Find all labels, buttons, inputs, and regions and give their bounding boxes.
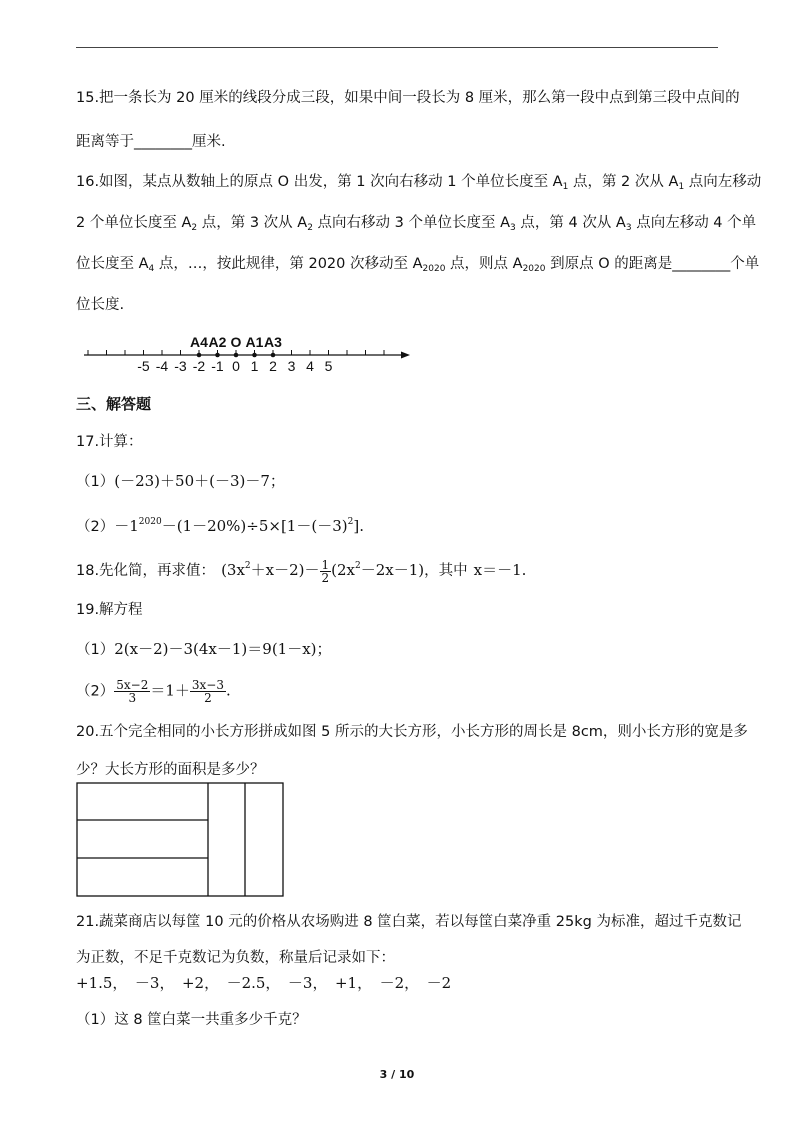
axis-arrow [401,352,410,359]
point-label: A2 [208,334,227,350]
q15-line1: 15.把一条长为 20 厘米的线段分成三段，如果中间一段长为 8 厘米，那么第一段中点到第三段中点间的 [76,90,740,106]
answer-blank: ________ [672,256,731,272]
q20-line1: 20.五个完全相同的小长方形拼成如图 5 所示的大长方形，小长方形的周长是 8cm，则小长方形的宽是多 [76,724,748,740]
point-label: A1 [245,334,264,350]
tick-label: -2 [192,358,206,374]
q16-line2: 2 个单位长度至 $A_2$ 点，第 3 次从 $A_2$ 点向右移动 3 个单位长度至 $A_3$ 点，第 4 次从 $A_3$ 点向左移动 4 个单 [76,215,757,233]
point-dot [197,353,202,358]
q19-part1: （1）2(x－2)－3(4x－1)＝9(1－x)； [76,640,332,658]
q18-line: 18.先化简，再求值： $(3x^2+x-2)-$ $\frac{1}{2}$ $(2x^2-2x-1)$，其中 x＝－1. [76,557,527,585]
q21-line2: 为正数，不足千克数记为负数，称量后记录如下： [76,950,395,966]
tick-label: 5 [324,358,333,374]
header-rule [76,47,718,48]
point-label: A3 [264,334,282,350]
q17-title: 17.计算： [76,434,143,450]
q17-part1: （1）(－23)＋50＋(－3)－7； [76,472,285,490]
fraction: $\frac{1}{2}$ [321,557,330,585]
point-dot [271,353,276,358]
tick-label: -1 [211,358,224,374]
q21-line1: 21.蔬菜商店以每筐 10 元的价格从农场购进 8 筐白菜，若以每筐白菜净重 25kg 为标准，超过千克数记 [76,914,742,930]
answer-blank: ________ [134,134,192,150]
point-dot [252,353,257,358]
tick-label: -3 [174,358,187,374]
q21-values: +1.5， －3， +2， －2.5， －3， +1， －2， －2 [76,974,452,992]
tick-label: 4 [306,358,314,374]
big-rectangle [77,783,283,896]
rectangles-figure [76,782,286,898]
tick-label: -5 [137,358,150,374]
tick-label: 1 [250,358,259,374]
point-label: A4 [190,334,208,350]
q19-part2: （2） $\frac{5x-2}{3}$ ＝1＋ $\frac{3x-3}{2}$ . [76,678,231,705]
tick-label: -4 [155,358,169,374]
q20-line2: 少？大长方形的面积是多少？ [76,762,265,778]
page-number: 3 / 10 [379,1068,415,1081]
point-label: O [230,334,242,350]
point-dot [234,353,239,358]
fraction: $\frac{3x-3}{2}$ [191,678,224,705]
q15-line2: 距离等于________厘米. [76,134,226,150]
tick-label: 2 [269,358,277,374]
fraction: $\frac{5x-2}{3}$ [116,678,149,705]
q19-title: 19.解方程 [76,602,143,618]
q16-line3: 位长度至 $A_4$ 点，…，按此规律，第 2020 次移动至 $A_{2020}$ 点，则点 $A_{2020}$ 到原点 O 的距离是________个单 [76,256,760,274]
section-title: 三、解答题 [76,395,152,413]
tick-label: 3 [287,358,296,374]
point-dot [215,353,220,358]
q16-line1: 16.如图，某点从数轴上的原点 O 出发，第 1 次向右移动 1 个单位长度至 $A_1$ 点，第 2 次从 $A_1$ 点向左移动 [76,174,762,192]
tick-label: 0 [232,358,240,374]
q21-part1: （1）这 8 筐白菜一共重多少千克？ [76,1012,307,1028]
number-line-figure [76,330,421,380]
q17-part2: $(2)-1^{2020}-(1-20\%)\div 5\times[1-(-3)^2]$. [76,517,364,535]
q16-line4: 位长度. [76,297,125,313]
